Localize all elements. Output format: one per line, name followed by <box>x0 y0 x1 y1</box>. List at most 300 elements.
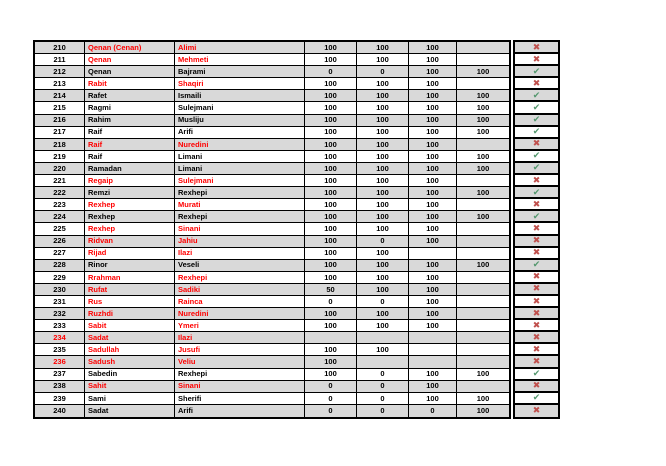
table-row <box>35 151 509 163</box>
row-number-cell: 235 <box>35 344 85 355</box>
row-number-cell: 217 <box>35 127 85 138</box>
cross-icon: ✖ <box>532 174 541 185</box>
last-name-cell: Sinani <box>175 381 305 392</box>
score-2-cell: 100 <box>357 248 409 259</box>
table-row <box>35 381 509 393</box>
score-3-cell: 100 <box>409 90 457 101</box>
score-2-cell: 100 <box>357 90 409 101</box>
score-1-cell: 0 <box>305 381 357 392</box>
row-number-cell: 218 <box>35 139 85 150</box>
first-name-cell: Raif <box>85 127 175 138</box>
score-1-cell: 100 <box>305 151 357 162</box>
row-number-cell: 237 <box>35 369 85 380</box>
status-cell <box>515 42 558 54</box>
table-row <box>35 320 509 332</box>
first-name-cell: Ramadan <box>85 163 175 174</box>
score-2-cell: 100 <box>357 163 409 174</box>
score-2-cell: 100 <box>357 139 409 150</box>
row-number-cell: 233 <box>35 320 85 331</box>
main-table-body <box>35 42 509 417</box>
cross-icon: ✖ <box>532 295 541 306</box>
table-row <box>35 115 509 127</box>
table-row <box>35 332 509 344</box>
score-3-cell: 100 <box>409 308 457 319</box>
score-4-cell <box>457 332 509 343</box>
score-4-cell <box>457 248 509 259</box>
first-name-cell: Sadat <box>85 332 175 343</box>
roster-table <box>33 40 511 419</box>
score-4-cell: 100 <box>476 187 490 197</box>
score-3-cell: 100 <box>409 223 457 234</box>
score-1-cell: 100 <box>305 211 357 222</box>
last-name-cell: Shaqiri <box>175 78 305 89</box>
score-4-cell: 100 <box>476 260 490 270</box>
table-row <box>35 78 509 90</box>
check-icon: ✔ <box>532 259 541 270</box>
row-number-cell: 210 <box>35 42 85 53</box>
score-1-cell: 100 <box>305 236 357 247</box>
cross-icon: ✖ <box>532 138 541 149</box>
row-number-cell: 219 <box>35 151 85 162</box>
row-number-cell: 232 <box>35 308 85 319</box>
first-name-cell: Rexhep <box>85 223 175 234</box>
score-4-cell: 100 <box>476 163 490 173</box>
check-icon: ✔ <box>532 65 541 76</box>
score-2-cell: 100 <box>357 127 409 138</box>
score-2-cell: 0 <box>357 296 409 307</box>
first-name-cell: Rus <box>85 296 175 307</box>
first-name-cell: Raif <box>85 139 175 150</box>
cross-icon: ✖ <box>532 247 541 258</box>
table-row <box>35 54 509 66</box>
score-1-cell: 100 <box>305 199 357 210</box>
score-1-cell: 100 <box>305 127 357 138</box>
score-2-cell: 100 <box>357 199 409 210</box>
row-number-cell: 227 <box>35 248 85 259</box>
last-name-cell: Musliju <box>175 115 305 126</box>
row-number-cell: 236 <box>35 356 85 367</box>
score-4-cell: 100 <box>476 151 490 161</box>
first-name-cell: Rufat <box>85 284 175 295</box>
status-cell <box>515 102 558 114</box>
score-1-cell: 100 <box>305 187 357 198</box>
score-2-cell: 100 <box>357 78 409 89</box>
score-4-cell <box>457 344 509 355</box>
last-name-cell: Sulejmani <box>175 102 305 113</box>
table-row <box>35 175 509 187</box>
status-cell <box>515 115 558 127</box>
status-cell <box>515 199 558 211</box>
table-row <box>35 308 509 320</box>
row-number-cell: 220 <box>35 163 85 174</box>
score-1-cell: 0 <box>305 296 357 307</box>
score-4-cell <box>457 356 509 367</box>
first-name-cell: Raif <box>85 151 175 162</box>
status-column-body <box>515 42 558 417</box>
row-number-cell: 234 <box>35 332 85 343</box>
table-row <box>35 223 509 235</box>
row-number-cell: 222 <box>35 187 85 198</box>
score-1-cell: 100 <box>305 90 357 101</box>
status-cell <box>515 90 558 102</box>
score-4-cell <box>457 308 509 319</box>
status-column <box>513 40 560 419</box>
score-3-cell <box>409 344 457 355</box>
status-cell <box>515 248 558 260</box>
score-4-cell <box>457 199 509 210</box>
cross-icon: ✖ <box>532 271 541 282</box>
row-number-cell: 224 <box>35 211 85 222</box>
score-2-cell: 0 <box>357 393 409 404</box>
first-name-cell: Qenan <box>85 54 175 65</box>
score-2-cell <box>357 332 409 343</box>
status-cell <box>515 284 558 296</box>
last-name-cell: Sinani <box>175 223 305 234</box>
check-icon: ✔ <box>532 186 541 197</box>
table-row <box>35 296 509 308</box>
score-1-cell: 100 <box>305 42 357 53</box>
score-3-cell: 100 <box>409 54 457 65</box>
first-name-cell: Rijad <box>85 248 175 259</box>
table-row <box>35 90 509 102</box>
cross-icon: ✖ <box>532 405 541 416</box>
score-1-cell: 100 <box>305 272 357 283</box>
table-row <box>35 344 509 356</box>
score-3-cell: 100 <box>409 236 457 247</box>
score-2-cell: 0 <box>357 66 409 77</box>
score-3-cell: 100 <box>409 139 457 150</box>
row-number-cell: 215 <box>35 102 85 113</box>
first-name-cell: Qenan (Cenan) <box>85 42 175 53</box>
first-name-cell: Qenan <box>85 66 175 77</box>
score-3-cell: 100 <box>409 102 457 113</box>
cross-icon: ✖ <box>532 343 541 354</box>
first-name-cell: Rabit <box>85 78 175 89</box>
score-3-cell: 100 <box>409 78 457 89</box>
score-4-cell <box>457 272 509 283</box>
last-name-cell: Ilazi <box>175 332 305 343</box>
score-2-cell: 100 <box>357 54 409 65</box>
last-name-cell: Limani <box>175 163 305 174</box>
last-name-cell: Veliu <box>175 356 305 367</box>
score-2-cell: 0 <box>357 236 409 247</box>
score-4-cell: 100 <box>476 406 490 416</box>
last-name-cell: Ismaili <box>175 90 305 101</box>
status-cell <box>515 211 558 223</box>
score-1-cell: 100 <box>305 356 357 367</box>
table-row <box>35 211 509 223</box>
score-1-cell: 100 <box>305 78 357 89</box>
score-4-cell: 100 <box>476 212 490 222</box>
score-2-cell: 100 <box>357 272 409 283</box>
status-cell <box>515 369 558 381</box>
score-3-cell: 100 <box>409 272 457 283</box>
row-number-cell: 229 <box>35 272 85 283</box>
status-cell <box>515 139 558 151</box>
last-name-cell: Ilazi <box>175 248 305 259</box>
last-name-cell: Jahiu <box>175 236 305 247</box>
check-icon: ✔ <box>532 150 541 161</box>
status-cell <box>515 163 558 175</box>
score-2-cell: 100 <box>357 187 409 198</box>
status-cell <box>515 223 558 235</box>
row-number-cell: 221 <box>35 175 85 186</box>
first-name-cell: Sadat <box>85 405 175 417</box>
last-name-cell: Ymeri <box>175 320 305 331</box>
score-1-cell: 100 <box>305 248 357 259</box>
score-4-cell: 100 <box>476 66 490 76</box>
score-3-cell: 100 <box>409 199 457 210</box>
row-number-cell: 212 <box>35 66 85 77</box>
last-name-cell: Sadiki <box>175 284 305 295</box>
score-2-cell: 0 <box>357 381 409 392</box>
table-row <box>35 236 509 248</box>
last-name-cell: Rainca <box>175 296 305 307</box>
score-4-cell <box>457 223 509 234</box>
score-4-cell: 100 <box>476 103 490 113</box>
row-number-cell: 230 <box>35 284 85 295</box>
table-row <box>35 260 509 272</box>
check-icon: ✔ <box>532 392 541 403</box>
status-cell <box>515 78 558 90</box>
score-2-cell: 100 <box>357 260 409 271</box>
status-cell <box>515 151 558 163</box>
score-3-cell: 100 <box>409 66 457 77</box>
first-name-cell: Remzi <box>85 187 175 198</box>
score-4-cell <box>457 78 509 89</box>
row-number-cell: 223 <box>35 199 85 210</box>
score-4-cell: 100 <box>476 369 490 379</box>
score-1-cell: 100 <box>305 320 357 331</box>
cross-icon: ✖ <box>532 283 541 294</box>
score-1-cell: 100 <box>305 369 357 380</box>
score-2-cell: 100 <box>357 308 409 319</box>
score-2-cell: 100 <box>357 115 409 126</box>
last-name-cell: Arifi <box>175 405 305 417</box>
check-icon: ✔ <box>532 126 541 137</box>
row-number-cell: 225 <box>35 223 85 234</box>
row-number-cell: 231 <box>35 296 85 307</box>
first-name-cell: Sahit <box>85 381 175 392</box>
score-4-cell: 100 <box>476 115 490 125</box>
score-3-cell: 100 <box>409 211 457 222</box>
table-row <box>35 369 509 381</box>
score-3-cell: 100 <box>409 127 457 138</box>
status-cell <box>515 54 558 66</box>
cross-icon: ✖ <box>532 198 541 209</box>
check-icon: ✔ <box>532 210 541 221</box>
row-number-cell: 214 <box>35 90 85 101</box>
score-3-cell: 100 <box>409 260 457 271</box>
status-cell <box>515 308 558 320</box>
row-number-cell: 211 <box>35 54 85 65</box>
score-3-cell: 100 <box>409 151 457 162</box>
status-cell <box>515 405 558 417</box>
last-name-cell: Jusufi <box>175 344 305 355</box>
status-cell <box>515 381 558 393</box>
status-cell <box>515 332 558 344</box>
status-cell <box>515 127 558 139</box>
score-3-cell <box>409 332 457 343</box>
cross-icon: ✖ <box>532 331 541 342</box>
first-name-cell: Sabit <box>85 320 175 331</box>
cross-icon: ✖ <box>532 235 541 246</box>
score-1-cell: 100 <box>305 260 357 271</box>
score-1-cell: 100 <box>305 102 357 113</box>
first-name-cell: Rexhep <box>85 199 175 210</box>
score-1-cell: 100 <box>305 344 357 355</box>
score-3-cell: 100 <box>409 175 457 186</box>
score-1-cell: 100 <box>305 163 357 174</box>
cross-icon: ✖ <box>532 355 541 366</box>
score-4-cell <box>457 296 509 307</box>
table-row <box>35 127 509 139</box>
cross-icon: ✖ <box>532 307 541 318</box>
status-cell <box>515 272 558 284</box>
score-2-cell: 100 <box>357 175 409 186</box>
first-name-cell: Rrahman <box>85 272 175 283</box>
row-number-cell: 238 <box>35 381 85 392</box>
score-4-cell <box>457 381 509 392</box>
score-2-cell: 100 <box>357 102 409 113</box>
first-name-cell: Sabedin <box>85 369 175 380</box>
score-2-cell: 100 <box>357 284 409 295</box>
table-row <box>35 163 509 175</box>
last-name-cell: Arifi <box>175 127 305 138</box>
status-cell <box>515 260 558 272</box>
score-3-cell: 0 <box>409 405 457 417</box>
status-cell <box>515 320 558 332</box>
score-2-cell: 100 <box>357 211 409 222</box>
last-name-cell: Rexhepi <box>175 369 305 380</box>
score-4-cell <box>457 284 509 295</box>
score-2-cell: 100 <box>357 344 409 355</box>
last-name-cell: Bajrami <box>175 66 305 77</box>
score-2-cell: 100 <box>357 42 409 53</box>
score-4-cell <box>457 139 509 150</box>
score-3-cell: 100 <box>409 393 457 404</box>
row-number-cell: 213 <box>35 78 85 89</box>
score-2-cell: 0 <box>357 369 409 380</box>
score-3-cell: 100 <box>409 296 457 307</box>
first-name-cell: Rinor <box>85 260 175 271</box>
table-row <box>35 272 509 284</box>
last-name-cell: Sherifi <box>175 393 305 404</box>
table-row <box>35 139 509 151</box>
table-row <box>35 187 509 199</box>
first-name-cell: Ruzhdi <box>85 308 175 319</box>
last-name-cell: Veseli <box>175 260 305 271</box>
row-number-cell: 226 <box>35 236 85 247</box>
score-3-cell: 100 <box>409 187 457 198</box>
score-4-cell <box>457 175 509 186</box>
row-number-cell: 216 <box>35 115 85 126</box>
first-name-cell: Sadullah <box>85 344 175 355</box>
table-row <box>35 199 509 211</box>
score-2-cell: 100 <box>357 320 409 331</box>
first-name-cell: Sami <box>85 393 175 404</box>
row-number-cell: 239 <box>35 393 85 404</box>
cross-icon: ✖ <box>532 222 541 233</box>
score-1-cell: 100 <box>305 115 357 126</box>
score-4-cell: 100 <box>476 393 490 403</box>
status-cell <box>515 187 558 199</box>
score-2-cell: 100 <box>357 223 409 234</box>
last-name-cell: Rexhepi <box>175 211 305 222</box>
score-1-cell: 100 <box>305 139 357 150</box>
last-name-cell: Murati <box>175 199 305 210</box>
score-1-cell: 0 <box>305 393 357 404</box>
score-4-cell <box>457 236 509 247</box>
score-3-cell: 100 <box>409 284 457 295</box>
first-name-cell: Sadush <box>85 356 175 367</box>
first-name-cell: Ragmi <box>85 102 175 113</box>
score-4-cell <box>457 42 509 53</box>
score-1-cell: 50 <box>305 284 357 295</box>
first-name-cell: Ridvan <box>85 236 175 247</box>
check-icon: ✔ <box>532 162 541 173</box>
score-3-cell <box>409 356 457 367</box>
score-3-cell: 100 <box>409 369 457 380</box>
status-cell <box>515 66 558 78</box>
check-icon: ✔ <box>532 89 541 100</box>
score-1-cell: 100 <box>305 308 357 319</box>
table-row <box>35 42 509 54</box>
table-row <box>35 66 509 78</box>
cross-icon: ✖ <box>532 41 541 52</box>
score-1-cell: 100 <box>305 175 357 186</box>
table-row <box>35 393 509 405</box>
last-name-cell: Nuredini <box>175 139 305 150</box>
status-cell <box>515 393 558 405</box>
check-icon: ✔ <box>532 368 541 379</box>
last-name-cell: Alimi <box>175 42 305 53</box>
score-4-cell: 100 <box>476 91 490 101</box>
last-name-cell: Rexhepi <box>175 187 305 198</box>
table-row <box>35 356 509 368</box>
table-row <box>35 405 509 417</box>
last-name-cell: Rexhepi <box>175 272 305 283</box>
cross-icon: ✖ <box>532 77 541 88</box>
status-cell <box>515 344 558 356</box>
score-3-cell: 100 <box>409 381 457 392</box>
check-icon: ✔ <box>532 102 541 113</box>
table-row <box>35 102 509 114</box>
score-3-cell: 100 <box>409 42 457 53</box>
score-3-cell: 100 <box>409 320 457 331</box>
score-2-cell: 0 <box>357 405 409 417</box>
status-cell <box>515 296 558 308</box>
score-4-cell <box>457 320 509 331</box>
check-icon: ✔ <box>532 114 541 125</box>
last-name-cell: Mehmeti <box>175 54 305 65</box>
score-3-cell: 100 <box>409 115 457 126</box>
first-name-cell: Regaip <box>85 175 175 186</box>
score-1-cell: 0 <box>305 405 357 417</box>
first-name-cell: Rexhep <box>85 211 175 222</box>
row-number-cell: 240 <box>35 405 85 417</box>
last-name-cell: Nuredini <box>175 308 305 319</box>
score-2-cell <box>357 356 409 367</box>
score-4-cell <box>457 54 509 65</box>
score-4-cell: 100 <box>476 127 490 137</box>
first-name-cell: Rahim <box>85 115 175 126</box>
row-number-cell: 228 <box>35 260 85 271</box>
cross-icon: ✖ <box>532 53 541 64</box>
score-1-cell: 100 <box>305 54 357 65</box>
last-name-cell: Sulejmani <box>175 175 305 186</box>
cross-icon: ✖ <box>532 319 541 330</box>
